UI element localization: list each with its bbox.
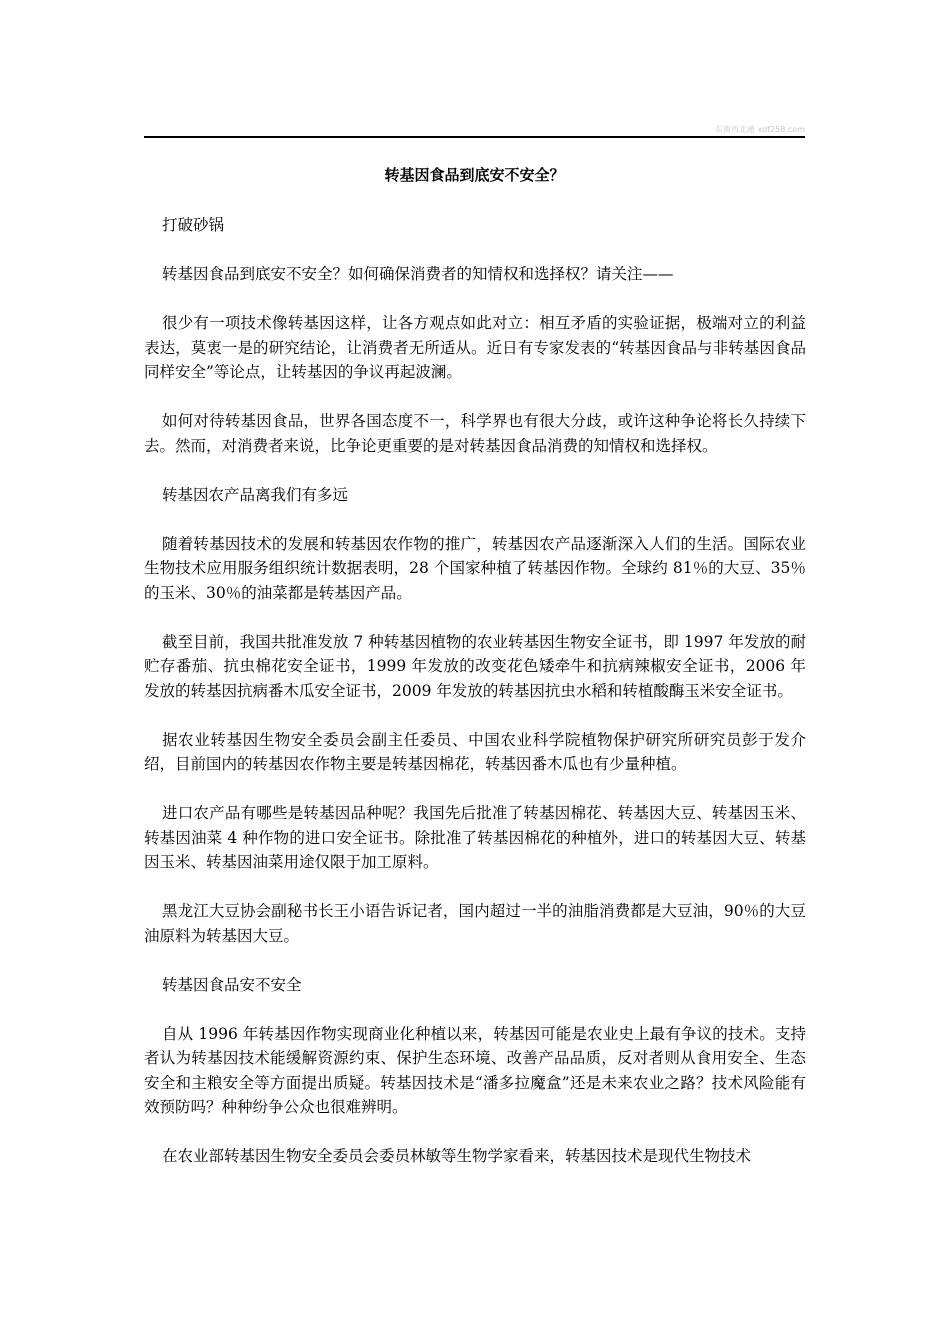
section-heading: 转基因农产品离我们有多远 [162,485,349,504]
paragraph: 截至目前，我国共批准发放 7 种转基因植物的农业转基因生物安全证书，即 1997 年发放的耐贮存番茄、抗虫棉花安全证书，1999 年发放的改变花色矮牵牛和抗病辣椒安全证书，2006 年发放的转基因抗病番木瓜安全证书，2009 年发放的转基因抗虫水稻和转植酸酶玉米安全证书。 [144,632,806,700]
paragraph: 很少有一项技术像转基因这样，让各方观点如此对立：相互矛盾的实验证据，极端对立的利益表达，莫衷一是的研究结论，让消费者无所适从。近日有专家发表的“转基因食品与非转基因食品同样安全”等论点，让转基因的争议再起波澜。 [144,314,806,381]
paragraph: 如何对待转基因食品，世界各国态度不一，科学界也有很大分歧，或许这种争论将长久持续下去。然而，对消费者来说，比争论更重要的是对转基因食品消费的知情权和选择权。 [144,412,806,455]
paragraph: 黑龙江大豆协会副秘书长王小语告诉记者，国内超过一半的油脂消费都是大豆油，90％的大豆油原料为转基因大豆。 [144,902,806,945]
paragraph: 在农业部转基因生物安全委员会委员林敏等生物学家看来，转基因技术是现代生物技术 [162,1147,752,1165]
paragraph: 自从 1996 年转基因作物实现商业化种植以来，转基因可能是农业史上最有争议的技术。支持者认为转基因技术能缓解资源约束、保护生态环境、改善产品品质，反对者则从食用安全、生态安全和主粮安全等方面提出质疑。转基因技术是“潘多拉魔盒”还是未来农业之路？技术风险能有效预防吗？种种纷争公众也很难辨明。 [144,1024,806,1116]
header-watermark: 东南西北通 xdf258.com [714,125,805,134]
paragraph: 据农业转基因生物安全委员会副主任委员、中国农业科学院植物保护研究所研究员彭于发介绍，目前国内的转基因农作物主要是转基因棉花，转基因番木瓜也有少量种植。 [144,730,806,773]
document-title: 转基因食品到底安不安全？ [384,166,565,184]
header-rule [144,136,805,138]
paragraph-subtitle: 打破砂锅 [162,216,225,234]
section-heading: 转基因食品安不安全 [162,975,302,994]
document-body [144,213,806,1193]
paragraph: 进口农产品有哪些是转基因品种呢？我国先后批准了转基因棉花、转基因大豆、转基因玉米、转基因油菜 4 种作物的进口安全证书。除批准了转基因棉花的种植外，进口的转基因大豆、转基因玉米、转基因油菜用途仅限于加工原料。 [144,804,806,871]
paragraph: 随着转基因技术的发展和转基因农作物的推广，转基因农产品逐渐深入人们的生活。国际农业生物技术应用服务组织统计数据表明，28 个国家种植了转基因作物。全球约 81％的大豆、35％的玉米、30％的油菜都是转基因产品。 [144,534,806,602]
paragraph-intro: 转基因食品到底安不安全？如何确保消费者的知情权和选择权？请关注—— [162,265,674,283]
